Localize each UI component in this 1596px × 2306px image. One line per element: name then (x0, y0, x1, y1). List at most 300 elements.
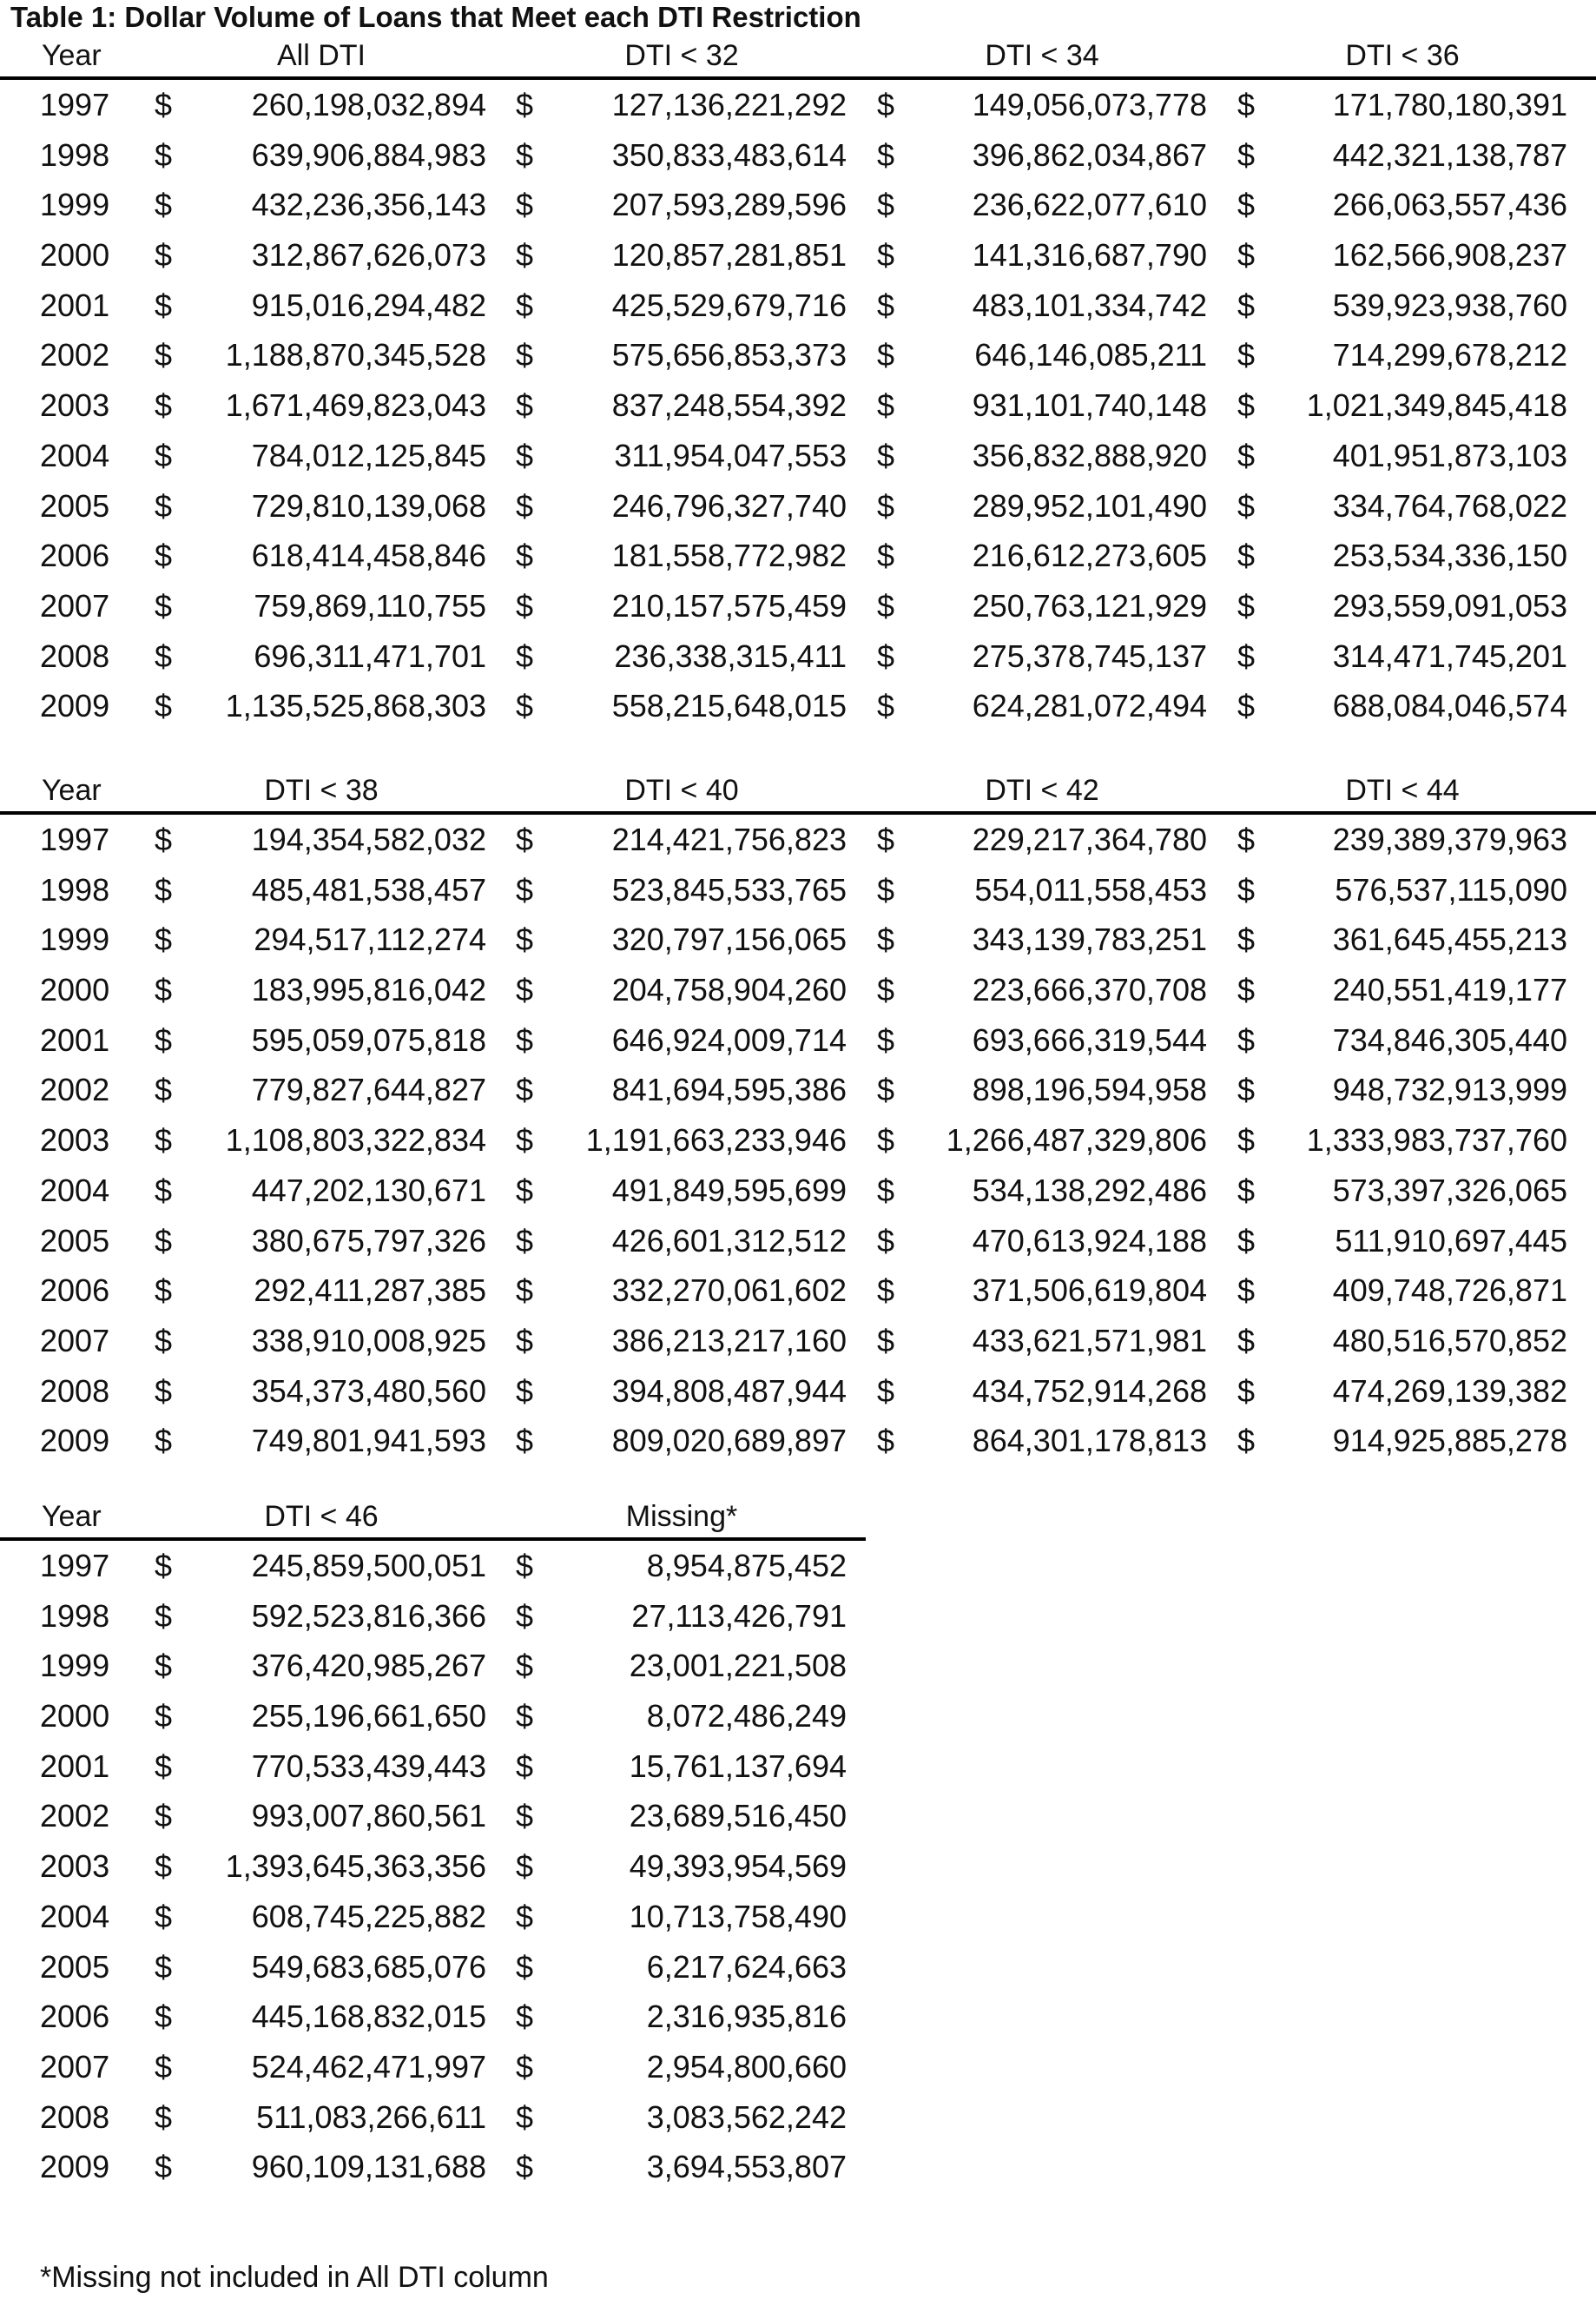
table-row (0, 681, 1596, 731)
year-cell: 2004 (40, 1898, 110, 1934)
amount-cell: 558,215,648,015 (611, 688, 847, 724)
currency-symbol: $ (516, 1948, 534, 1985)
amount-cell: 275,378,745,137 (972, 638, 1207, 674)
currency-symbol: $ (155, 1748, 173, 1784)
currency-symbol: $ (155, 587, 173, 624)
currency-symbol: $ (155, 2098, 173, 2135)
amount-cell: 338,910,008,925 (251, 1322, 486, 1358)
table-row (0, 865, 1596, 915)
table-row (0, 380, 1596, 431)
currency-symbol: $ (516, 387, 534, 424)
currency-symbol: $ (516, 1322, 534, 1358)
currency-symbol: $ (877, 437, 895, 473)
amount-cell: 608,745,225,882 (251, 1898, 486, 1934)
year-cell: 2008 (40, 1372, 110, 1409)
currency-symbol: $ (516, 1423, 534, 1459)
amount-cell: 266,063,557,436 (1332, 187, 1567, 223)
amount-cell: 595,059,075,818 (251, 1021, 486, 1058)
column-header: All DTI (277, 39, 366, 72)
year-cell: 2007 (40, 587, 110, 624)
column-header: DTI < 32 (624, 39, 739, 72)
currency-symbol: $ (155, 822, 173, 857)
amount-cell: 386,213,217,160 (611, 1322, 847, 1358)
amount-cell: 204,758,904,260 (611, 972, 847, 1008)
year-cell: 1998 (40, 1597, 110, 1634)
table-row (0, 1591, 866, 1642)
amount-cell: 759,869,110,755 (254, 587, 486, 624)
year-cell: 1998 (40, 871, 110, 908)
footnote: *Missing not included in All DTI column (40, 2261, 549, 2294)
amount-cell: 646,924,009,714 (611, 1021, 847, 1058)
amount-cell: 511,910,697,445 (1335, 1222, 1567, 1259)
currency-symbol: $ (516, 1999, 534, 2035)
currency-symbol: $ (155, 387, 173, 424)
currency-symbol: $ (516, 587, 534, 624)
amount-cell: 1,188,870,345,528 (225, 337, 486, 373)
amount-cell: 181,558,772,982 (611, 538, 847, 574)
amount-cell: 361,645,455,213 (1332, 922, 1567, 958)
amount-cell: 354,373,480,560 (251, 1372, 486, 1409)
currency-symbol: $ (516, 437, 534, 473)
currency-symbol: $ (1237, 337, 1256, 373)
amount-cell: 696,311,471,701 (254, 638, 486, 674)
currency-symbol: $ (155, 972, 173, 1008)
amount-cell: 523,845,533,765 (611, 871, 847, 908)
amount-cell: 693,666,319,544 (972, 1021, 1207, 1058)
table-row (0, 815, 1596, 865)
year-cell: 2000 (40, 1698, 110, 1734)
amount-cell: 1,671,469,823,043 (225, 387, 486, 424)
amount-cell: 948,732,913,999 (1332, 1072, 1567, 1108)
currency-symbol: $ (155, 1597, 173, 1634)
amount-cell: 194,354,582,032 (251, 822, 486, 857)
currency-symbol: $ (877, 587, 895, 624)
year-cell: 1999 (40, 1648, 110, 1684)
currency-symbol: $ (1237, 437, 1256, 473)
currency-symbol: $ (155, 2048, 173, 2085)
amount-cell: 1,393,645,363,356 (225, 1848, 486, 1885)
currency-symbol: $ (516, 922, 534, 958)
year-cell: 2006 (40, 538, 110, 574)
currency-symbol: $ (1237, 287, 1256, 323)
table-row (0, 965, 1596, 1015)
amount-cell: 549,683,685,076 (251, 1948, 486, 1985)
currency-symbol: $ (1237, 638, 1256, 674)
table-row (0, 581, 1596, 631)
column-header: DTI < 42 (985, 774, 1099, 807)
amount-cell: 575,656,853,373 (611, 337, 847, 373)
currency-symbol: $ (155, 1222, 173, 1259)
amount-cell: 1,266,487,329,806 (946, 1122, 1207, 1159)
currency-symbol: $ (155, 538, 173, 574)
amount-cell: 624,281,072,494 (972, 688, 1207, 724)
table-row (0, 1015, 1596, 1066)
amount-cell: 356,832,888,920 (972, 437, 1207, 473)
amount-cell: 311,954,047,553 (614, 437, 847, 473)
column-header: DTI < 34 (985, 39, 1099, 72)
currency-symbol: $ (516, 1021, 534, 1058)
currency-symbol: $ (516, 1222, 534, 1259)
currency-symbol: $ (155, 1798, 173, 1834)
currency-symbol: $ (1237, 587, 1256, 624)
currency-symbol: $ (1237, 136, 1256, 173)
currency-symbol: $ (877, 1172, 895, 1208)
amount-cell: 470,613,924,188 (972, 1222, 1207, 1259)
amount-cell: 149,056,073,778 (972, 87, 1207, 122)
table-row (0, 2142, 866, 2192)
currency-symbol: $ (1237, 1322, 1256, 1358)
year-cell: 2000 (40, 237, 110, 274)
amount-cell: 491,849,595,699 (611, 1172, 847, 1208)
amount-cell: 425,529,679,716 (611, 287, 847, 323)
amount-cell: 841,694,595,386 (611, 1072, 847, 1108)
amount-cell: 171,780,180,391 (1332, 87, 1567, 122)
amount-cell: 639,906,884,983 (251, 136, 486, 173)
currency-symbol: $ (155, 1848, 173, 1885)
year-cell: 1998 (40, 136, 110, 173)
currency-symbol: $ (1237, 387, 1256, 424)
year-column-header: Year (42, 774, 102, 807)
currency-symbol: $ (1237, 871, 1256, 908)
amount-cell: 216,612,273,605 (972, 538, 1207, 574)
currency-symbol: $ (877, 1423, 895, 1459)
currency-symbol: $ (877, 187, 895, 223)
amount-cell: 576,537,115,090 (1335, 871, 1567, 908)
currency-symbol: $ (877, 87, 895, 122)
amount-cell: 293,559,091,053 (1332, 587, 1567, 624)
amount-cell: 809,020,689,897 (611, 1423, 847, 1459)
currency-symbol: $ (155, 1548, 173, 1583)
year-cell: 2004 (40, 1172, 110, 1208)
currency-symbol: $ (155, 1072, 173, 1108)
amount-cell: 474,269,139,382 (1332, 1372, 1567, 1409)
currency-symbol: $ (516, 1372, 534, 1409)
currency-symbol: $ (516, 237, 534, 274)
table-row (0, 1841, 866, 1892)
year-cell: 1997 (40, 87, 110, 122)
table-row (0, 1316, 1596, 1366)
year-cell: 2005 (40, 1948, 110, 1985)
currency-symbol: $ (516, 538, 534, 574)
year-cell: 2008 (40, 638, 110, 674)
amount-cell: 141,316,687,790 (972, 237, 1207, 274)
amount-cell: 401,951,873,103 (1332, 437, 1567, 473)
amount-cell: 3,083,562,242 (646, 2098, 847, 2135)
amount-cell: 931,101,740,148 (972, 387, 1207, 424)
year-cell: 2001 (40, 287, 110, 323)
currency-symbol: $ (516, 1172, 534, 1208)
table-row (0, 1166, 1596, 1216)
amount-cell: 314,471,745,201 (1332, 638, 1567, 674)
currency-symbol: $ (155, 1322, 173, 1358)
amount-cell: 592,523,816,366 (251, 1597, 486, 1634)
year-column-header: Year (42, 1500, 102, 1533)
table-row (0, 130, 1596, 181)
currency-symbol: $ (877, 136, 895, 173)
column-header: DTI < 38 (264, 774, 379, 807)
amount-cell: 898,196,594,958 (972, 1072, 1207, 1108)
amount-cell: 434,752,914,268 (972, 1372, 1207, 1409)
amount-cell: 240,551,419,177 (1332, 972, 1567, 1008)
currency-symbol: $ (155, 871, 173, 908)
amount-cell: 320,797,156,065 (611, 922, 847, 958)
amount-cell: 960,109,131,688 (251, 2149, 486, 2185)
currency-symbol: $ (877, 638, 895, 674)
amount-cell: 554,011,558,453 (974, 871, 1207, 908)
year-cell: 2001 (40, 1748, 110, 1784)
year-cell: 2003 (40, 1848, 110, 1885)
table-header-row (0, 30, 1596, 80)
amount-cell: 250,763,121,929 (972, 587, 1207, 624)
currency-symbol: $ (877, 1322, 895, 1358)
amount-cell: 426,601,312,512 (611, 1222, 847, 1259)
currency-symbol: $ (877, 237, 895, 274)
year-cell: 2008 (40, 2098, 110, 2135)
currency-symbol: $ (155, 1898, 173, 1934)
year-cell: 2007 (40, 1322, 110, 1358)
currency-symbol: $ (1237, 1423, 1256, 1459)
amount-cell: 253,534,336,150 (1332, 538, 1567, 574)
year-cell: 2006 (40, 1999, 110, 2035)
year-cell: 2002 (40, 337, 110, 373)
currency-symbol: $ (1237, 237, 1256, 274)
currency-symbol: $ (877, 1272, 895, 1309)
table-row (0, 1416, 1596, 1466)
currency-symbol: $ (877, 1372, 895, 1409)
year-cell: 2009 (40, 688, 110, 724)
amount-cell: 524,462,471,997 (251, 2048, 486, 2085)
amount-cell: 784,012,125,845 (251, 437, 486, 473)
amount-cell: 483,101,334,742 (972, 287, 1207, 323)
amount-cell: 294,517,112,274 (254, 922, 486, 958)
table-row (0, 631, 1596, 682)
currency-symbol: $ (516, 2098, 534, 2135)
amount-cell: 371,506,619,804 (972, 1272, 1207, 1309)
table-row (0, 2092, 866, 2143)
currency-symbol: $ (1237, 972, 1256, 1008)
currency-symbol: $ (1237, 1122, 1256, 1159)
amount-cell: 350,833,483,614 (611, 136, 847, 173)
amount-cell: 432,236,356,143 (251, 187, 486, 223)
amount-cell: 447,202,130,671 (251, 1172, 486, 1208)
currency-symbol: $ (877, 1222, 895, 1259)
amount-cell: 245,859,500,051 (251, 1548, 486, 1583)
amount-cell: 779,827,644,827 (251, 1072, 486, 1108)
currency-symbol: $ (877, 487, 895, 524)
currency-symbol: $ (516, 487, 534, 524)
table-row (0, 2042, 866, 2092)
currency-symbol: $ (155, 922, 173, 958)
currency-symbol: $ (155, 2149, 173, 2185)
amount-cell: 239,389,379,963 (1332, 822, 1567, 857)
amount-cell: 162,566,908,237 (1332, 237, 1567, 274)
currency-symbol: $ (516, 638, 534, 674)
amount-cell: 246,796,327,740 (611, 487, 847, 524)
amount-cell: 534,138,292,486 (972, 1172, 1207, 1208)
currency-symbol: $ (516, 2149, 534, 2185)
currency-symbol: $ (1237, 187, 1256, 223)
currency-symbol: $ (516, 1798, 534, 1834)
amount-cell: 23,001,221,508 (629, 1648, 847, 1684)
amount-cell: 2,316,935,816 (646, 1999, 847, 2035)
amount-cell: 1,108,803,322,834 (225, 1122, 486, 1159)
amount-cell: 312,867,626,073 (251, 237, 486, 274)
currency-symbol: $ (155, 1021, 173, 1058)
currency-symbol: $ (1237, 1272, 1256, 1309)
table-row (0, 1942, 866, 1992)
amount-cell: 376,420,985,267 (251, 1648, 486, 1684)
currency-symbol: $ (516, 1272, 534, 1309)
table-row (0, 180, 1596, 230)
amount-cell: 1,021,349,845,418 (1306, 387, 1567, 424)
amount-cell: 49,393,954,569 (629, 1848, 847, 1885)
currency-symbol: $ (516, 822, 534, 857)
amount-cell: 332,270,061,602 (611, 1272, 847, 1309)
amount-cell: 914,925,885,278 (1332, 1423, 1567, 1459)
table-row (0, 915, 1596, 965)
currency-symbol: $ (516, 1698, 534, 1734)
currency-symbol: $ (1237, 87, 1256, 122)
amount-cell: 409,748,726,871 (1332, 1272, 1567, 1309)
amount-cell: 729,810,139,068 (251, 487, 486, 524)
year-cell: 2004 (40, 437, 110, 473)
year-cell: 2003 (40, 387, 110, 424)
year-cell: 2000 (40, 972, 110, 1008)
table-row (0, 330, 1596, 380)
data-table-3 (0, 1490, 866, 2192)
currency-symbol: $ (155, 487, 173, 524)
year-cell: 2009 (40, 1423, 110, 1459)
currency-symbol: $ (516, 1748, 534, 1784)
currency-symbol: $ (516, 1848, 534, 1885)
currency-symbol: $ (155, 638, 173, 674)
table-row (0, 1265, 1596, 1316)
table-row (0, 1065, 1596, 1115)
amount-cell: 8,954,875,452 (646, 1548, 847, 1583)
amount-cell: 3,694,553,807 (646, 2149, 847, 2185)
year-cell: 2005 (40, 487, 110, 524)
currency-symbol: $ (516, 1648, 534, 1684)
currency-symbol: $ (155, 688, 173, 724)
table-header-row (0, 1490, 866, 1541)
year-cell: 2009 (40, 2149, 110, 2185)
currency-symbol: $ (155, 1122, 173, 1159)
currency-symbol: $ (877, 387, 895, 424)
amount-cell: 396,862,034,867 (972, 136, 1207, 173)
currency-symbol: $ (155, 237, 173, 274)
amount-cell: 10,713,758,490 (629, 1898, 847, 1934)
table-row (0, 431, 1596, 481)
currency-symbol: $ (155, 287, 173, 323)
table-row (0, 1115, 1596, 1166)
table-title: Table 1: Dollar Volume of Loans that Meet each DTI Restriction (10, 1, 861, 33)
amount-cell: 229,217,364,780 (972, 822, 1207, 857)
currency-symbol: $ (1237, 1021, 1256, 1058)
currency-symbol: $ (516, 1898, 534, 1934)
column-header: DTI < 44 (1345, 774, 1460, 807)
currency-symbol: $ (877, 287, 895, 323)
currency-symbol: $ (516, 287, 534, 323)
currency-symbol: $ (1237, 922, 1256, 958)
amount-cell: 255,196,661,650 (251, 1698, 486, 1734)
year-cell: 2007 (40, 2048, 110, 2085)
amount-cell: 1,333,983,737,760 (1306, 1122, 1567, 1159)
amount-cell: 573,397,326,065 (1332, 1172, 1567, 1208)
amount-cell: 433,621,571,981 (972, 1322, 1207, 1358)
table-row (0, 1791, 866, 1841)
amount-cell: 688,084,046,574 (1332, 688, 1567, 724)
amount-cell: 618,414,458,846 (251, 538, 486, 574)
currency-symbol: $ (155, 1698, 173, 1734)
table-row (0, 1216, 1596, 1266)
amount-cell: 334,764,768,022 (1332, 487, 1567, 524)
currency-symbol: $ (877, 1021, 895, 1058)
amount-cell: 749,801,941,593 (251, 1423, 486, 1459)
amount-cell: 210,157,575,459 (611, 587, 847, 624)
currency-symbol: $ (155, 437, 173, 473)
table-row (0, 230, 1596, 281)
amount-cell: 394,808,487,944 (611, 1372, 847, 1409)
amount-cell: 539,923,938,760 (1332, 287, 1567, 323)
currency-symbol: $ (1237, 487, 1256, 524)
table-row (0, 1892, 866, 1942)
year-cell: 1997 (40, 822, 110, 857)
table-row (0, 1691, 866, 1741)
year-cell: 2005 (40, 1222, 110, 1259)
currency-symbol: $ (877, 1072, 895, 1108)
currency-symbol: $ (877, 1122, 895, 1159)
currency-symbol: $ (516, 136, 534, 173)
year-cell: 2006 (40, 1272, 110, 1309)
currency-symbol: $ (877, 972, 895, 1008)
amount-cell: 8,072,486,249 (646, 1698, 847, 1734)
currency-symbol: $ (155, 187, 173, 223)
currency-symbol: $ (516, 1548, 534, 1583)
year-column-header: Year (42, 39, 102, 72)
currency-symbol: $ (1237, 1172, 1256, 1208)
currency-symbol: $ (1237, 688, 1256, 724)
amount-cell: 214,421,756,823 (611, 822, 847, 857)
table-row (0, 1641, 866, 1691)
amount-cell: 480,516,570,852 (1332, 1322, 1567, 1358)
amount-cell: 485,481,538,457 (251, 871, 486, 908)
column-header: DTI < 46 (264, 1500, 379, 1533)
amount-cell: 23,689,516,450 (629, 1798, 847, 1834)
amount-cell: 183,995,816,042 (251, 972, 486, 1008)
currency-symbol: $ (877, 538, 895, 574)
amount-cell: 223,666,370,708 (972, 972, 1207, 1008)
currency-symbol: $ (1237, 1372, 1256, 1409)
table-row (0, 281, 1596, 331)
currency-symbol: $ (877, 922, 895, 958)
amount-cell: 714,299,678,212 (1332, 337, 1567, 373)
currency-symbol: $ (516, 187, 534, 223)
amount-cell: 120,857,281,851 (611, 237, 847, 274)
currency-symbol: $ (516, 1072, 534, 1108)
currency-symbol: $ (155, 1372, 173, 1409)
currency-symbol: $ (877, 871, 895, 908)
currency-symbol: $ (516, 87, 534, 122)
currency-symbol: $ (516, 1122, 534, 1159)
currency-symbol: $ (877, 822, 895, 857)
currency-symbol: $ (516, 337, 534, 373)
amount-cell: 864,301,178,813 (972, 1423, 1207, 1459)
currency-symbol: $ (1237, 1072, 1256, 1108)
amount-cell: 734,846,305,440 (1332, 1021, 1567, 1058)
amount-cell: 289,952,101,490 (972, 487, 1207, 524)
year-cell: 1999 (40, 922, 110, 958)
amount-cell: 292,411,287,385 (254, 1272, 486, 1309)
